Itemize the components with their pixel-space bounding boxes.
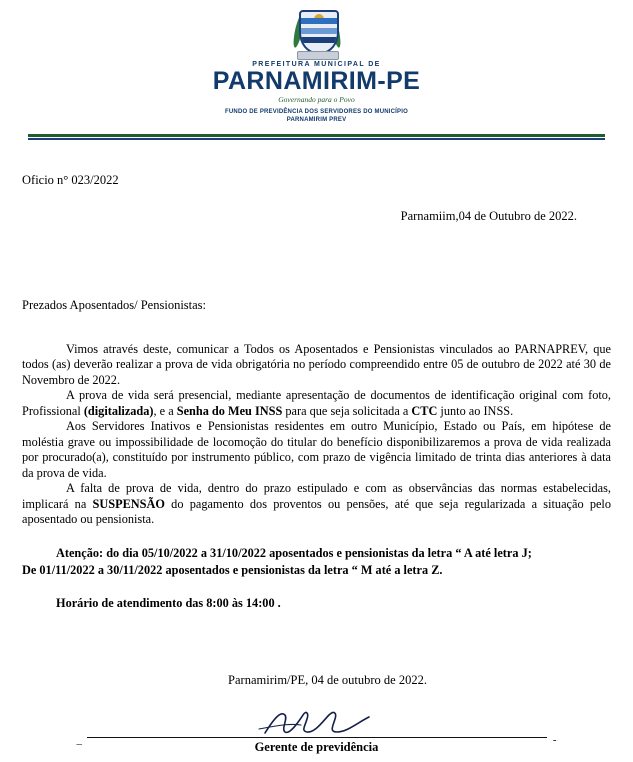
attention-notice bbox=[22, 545, 611, 579]
fund-line-1: FUNDO DE PREVIDÊNCIA DOS SERVIDORES DO MUNICÍPIO bbox=[225, 109, 408, 115]
signature-dash-left: _ bbox=[76, 733, 82, 746]
paragraph-4: A falta de prova de vida, dentro do prazo estipulado e com as observâncias das normas estabelecidas, implicará na SUSPENSÃO do pagamento dos proventos ou pensões, até que seja regularizada a situação pelo aposentado ou pensionista. bbox=[22, 481, 611, 526]
fund-line-2: PARNAMIRIM PREV bbox=[286, 116, 347, 123]
handwritten-signature-icon bbox=[257, 707, 377, 737]
paragraph-4-bold: SUSPENSÃO bbox=[92, 496, 165, 511]
municipal-coat-of-arms-icon bbox=[295, 8, 339, 60]
paragraph-2: A prova de vida será presencial, mediante apresentação de documentos de identificação original com foto, Profissional (digitalizada), e a Senha do Meu INSS para que seja solicitada a CTC junto ao INSS. bbox=[22, 388, 611, 418]
paragraph-2-bold-3: CTC bbox=[411, 403, 438, 418]
paragraph-block bbox=[22, 342, 611, 528]
paragraph-2-bold-2: Senha do Meu INSS bbox=[176, 403, 283, 418]
paragraph-2-text: A prova de vida será presencial, mediante apresentação de documentos de identificação original com foto, Profissional bbox=[22, 388, 611, 418]
document-body bbox=[0, 173, 633, 761]
prefecture-line: PREFEITURA MUNICIPAL DE bbox=[252, 61, 381, 68]
closing-place-date: Parnamirim/PE, 04 de outubro de 2022. bbox=[228, 673, 427, 687]
paragraph-3: Aos Servidores Inativos e Pensionistas residentes em outro Município, Estado ou País, em hipótese de moléstia grave ou impossibilidade de locomoção do titular do benefício disponibilizaremos a prova de vida realizada por procurado(a), constituído por instrumento público, com prazo de vigência limitado de trinta dias anteriores à data da prova de vida. bbox=[22, 419, 611, 480]
signature-line bbox=[76, 733, 557, 746]
signature-dash-right: - bbox=[552, 733, 557, 746]
signature-area bbox=[22, 707, 611, 761]
paragraph-2-bold-1: (digitalizada) bbox=[83, 403, 154, 418]
salutation: Prezados Aposentados/ Pensionistas: bbox=[22, 298, 207, 312]
oficio-number: Oficio n° 023/2022 bbox=[22, 173, 119, 187]
header-divider bbox=[28, 134, 605, 141]
slogan: Governando para o Povo bbox=[278, 95, 355, 104]
service-hours: Horário de atendimento das 8:00 às 14:00 . bbox=[56, 595, 281, 610]
city-name: PARNAMIRIM-PE bbox=[212, 67, 421, 95]
letterhead bbox=[0, 0, 633, 141]
notice-line-2: De 01/11/2022 a 30/11/2022 aposentados e pensionistas da letra “ M até a letra Z. bbox=[22, 562, 443, 577]
dateline: Parnamiim,04 de Outubro de 2022. bbox=[400, 208, 577, 223]
paragraph-1: Vimos através deste, comunicar a Todos os Aposentados e Pensionistas vinculados ao PARNAPREV, que todos (as) deverão realizar a prova de vida obrigatória no período compreendido entre 05 de outubro de 2022 até 30 de Novembro de 2022. bbox=[22, 341, 611, 387]
signature-title: Gerente de previdência bbox=[254, 739, 379, 754]
notice-line-1: Atenção: do dia 05/10/2022 a 31/10/2022 aposentados e pensionistas da letra “ A até letra J; bbox=[56, 545, 532, 560]
